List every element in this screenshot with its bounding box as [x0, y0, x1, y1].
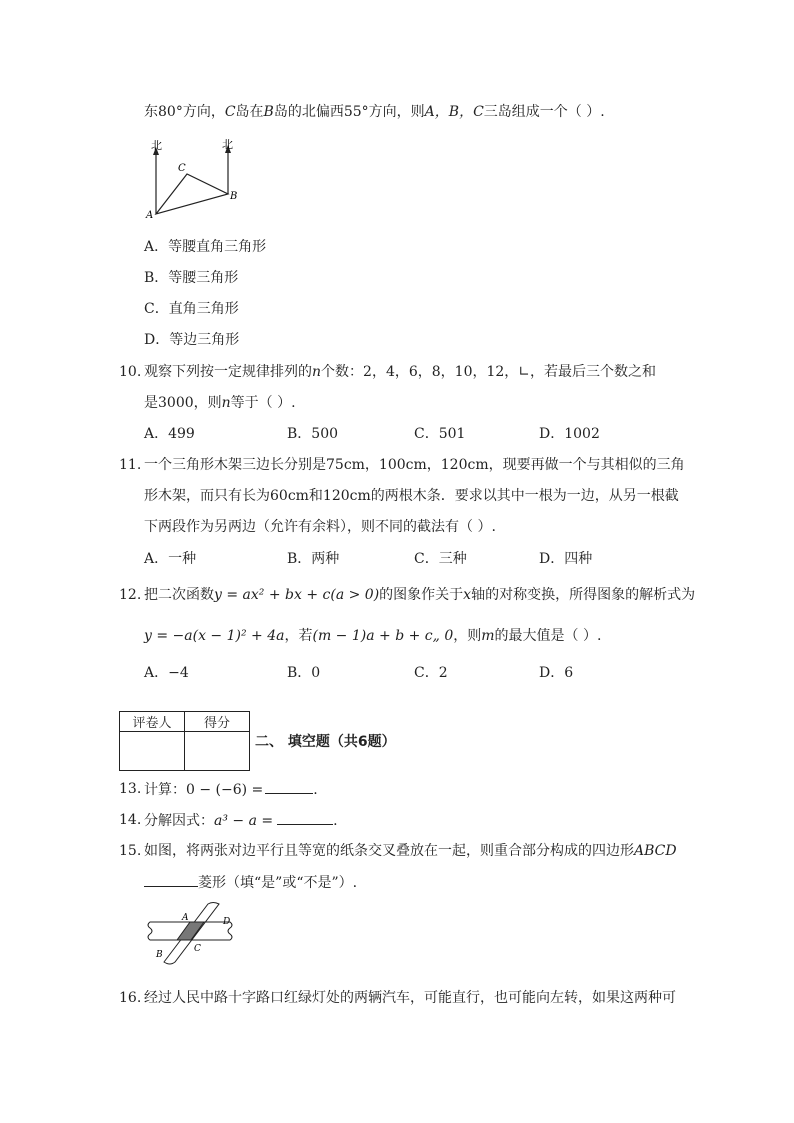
- q10-number: 10.: [119, 364, 142, 380]
- q9-text: 方向，: [182, 104, 225, 120]
- q12-inequality: (m − 1)a + b + c„ 0: [312, 628, 454, 644]
- q9-text: 岛的北偏西: [273, 104, 344, 120]
- q9-option-c: C．直角三角形: [144, 301, 239, 317]
- q14-formula: a³ − a =: [214, 813, 274, 829]
- north-label-left: 北: [151, 139, 162, 152]
- score-table-grader-cell[interactable]: [120, 732, 185, 771]
- q10-text: 等于（ ）.: [230, 395, 296, 411]
- point-b-label: B: [230, 191, 238, 202]
- q12-stem-line1: [144, 585, 695, 605]
- q10-option-a: A．499: [144, 426, 195, 442]
- score-table-header-grader: 评卷人: [120, 712, 185, 732]
- q12-var-m: m: [481, 628, 495, 644]
- score-table-score-cell[interactable]: [185, 732, 250, 771]
- q9-var-b: B: [263, 104, 274, 120]
- q11-option-c: C．三种: [414, 551, 467, 567]
- q12-number: 12.: [119, 587, 142, 603]
- q10-option-b: B．500: [287, 426, 339, 442]
- q12-formula-original: y = ax² + bx + c(a > 0): [214, 587, 380, 603]
- q9-text: 岛在: [235, 104, 264, 120]
- q14-answer-blank[interactable]: [277, 810, 333, 825]
- q12-stem-line2: [144, 626, 601, 646]
- q12-text: ，若: [284, 628, 313, 644]
- q15-stem-line1: [144, 841, 677, 861]
- q9-angle-55: 55°: [343, 104, 369, 120]
- q16-stem-line1: 经过人民中路十字路口红绿灯处的两辆汽车，可能直行，也可能向左转，如果这两种可: [144, 990, 676, 1006]
- q12-option-a: A．−4: [144, 665, 189, 681]
- q10-var-n: n: [221, 395, 231, 411]
- strip-point-b-label: B: [156, 950, 163, 960]
- point-a-label: A: [146, 210, 154, 221]
- q15-var-abcd: ABCD: [634, 843, 677, 859]
- q13-text: .: [313, 782, 318, 798]
- q9-var-c: C: [224, 104, 236, 120]
- score-table-header-score: 得分: [185, 712, 250, 732]
- q9-stem-line: [144, 102, 605, 122]
- q9-text: 三岛组成一个（ ）.: [483, 104, 605, 120]
- q11-stem-line2: 形木架，而只有长为60cm和120cm的两根木条．要求以其中一根为一边，从另一根截: [144, 488, 679, 504]
- q10-stem-line2: [144, 393, 296, 413]
- q13-answer-blank[interactable]: [265, 779, 313, 794]
- q14-text: 分解因式：: [144, 813, 214, 829]
- q15-text: 菱形（填“是”或“不是”）.: [198, 875, 358, 891]
- q9-option-b: B．等腰三角形: [144, 270, 239, 286]
- q9-angle-80: 80°: [158, 104, 183, 120]
- q13-formula: 0 − (−6) =: [186, 782, 264, 798]
- q15-number: 15.: [119, 843, 142, 859]
- q13-text: 计算：: [144, 782, 186, 798]
- point-c-label: C: [178, 163, 186, 174]
- q9-option-a: A．等腰直角三角形: [144, 239, 267, 255]
- q12-text: ，则: [453, 628, 482, 644]
- q14-text: .: [333, 813, 338, 829]
- q12-text: 的最大值是（ ）.: [494, 628, 602, 644]
- q12-text: 轴的对称变换，所得图象的解析式为: [471, 587, 696, 603]
- q10-option-c: C．501: [414, 426, 466, 442]
- strip-point-d-label: D: [223, 917, 231, 927]
- q11-number: 11.: [119, 457, 142, 473]
- q12-var-x: x: [463, 587, 472, 603]
- q15-paper-strips-figure: [142, 900, 242, 980]
- q10-text: 观察下列按一定规律排列的: [144, 364, 312, 380]
- q12-text: 把二次函数: [144, 587, 214, 603]
- score-table: [119, 711, 250, 771]
- q12-option-b: B．0: [287, 665, 321, 681]
- q10-stem-line1: [144, 362, 656, 382]
- q16-number: 16.: [119, 990, 142, 1006]
- q13-number: 13.: [119, 781, 142, 797]
- q10-text: 是3000，则: [144, 395, 222, 411]
- q9-vars-abc: A，B，C: [424, 104, 484, 120]
- q14-number: 14.: [119, 812, 142, 828]
- q15-answer-blank[interactable]: [144, 872, 198, 887]
- q15-stem-line2: [144, 872, 357, 893]
- q9-option-d: D．等边三角形: [144, 332, 240, 348]
- q14-stem: [144, 810, 338, 831]
- q11-option-b: B．两种: [287, 551, 340, 567]
- q12-option-c: C．2: [414, 665, 448, 681]
- q13-stem: [144, 779, 318, 800]
- q9-text: 方向，则: [368, 104, 425, 120]
- section-heading: 二、 填空题（共6题）: [255, 734, 396, 750]
- q11-stem-line3: 下两段作为另两边（允许有余料），则不同的截法有（ ）.: [144, 519, 496, 535]
- q11-option-a: A．一种: [144, 551, 197, 567]
- q11-option-d: D．四种: [539, 551, 593, 567]
- q10-text: 个数：2，4，6，8，10，12，∟，若最后三个数之和: [321, 364, 657, 380]
- q11-stem-line1: 一个三角形木架三边长分别是75cm，100cm，120cm，现要再做一个与其相似的三角: [144, 457, 685, 473]
- strip-point-c-label: C: [194, 944, 201, 954]
- q12-option-d: D．6: [539, 665, 574, 681]
- strip-point-a-label: A: [182, 913, 189, 923]
- q10-var-n: n: [312, 364, 322, 380]
- north-label-right: 北: [222, 138, 233, 151]
- q12-text: 的图象作关于: [379, 587, 464, 603]
- q12-formula-transformed: y = −a(x − 1)² + 4a: [144, 628, 285, 644]
- q9-triangle-figure: [145, 138, 245, 223]
- q15-text: 如图，将两张对边平行且等宽的纸条交叉叠放在一起，则重合部分构成的四边形: [144, 843, 634, 859]
- q10-option-d: D．1002: [539, 426, 600, 442]
- q9-text: 东: [144, 104, 158, 120]
